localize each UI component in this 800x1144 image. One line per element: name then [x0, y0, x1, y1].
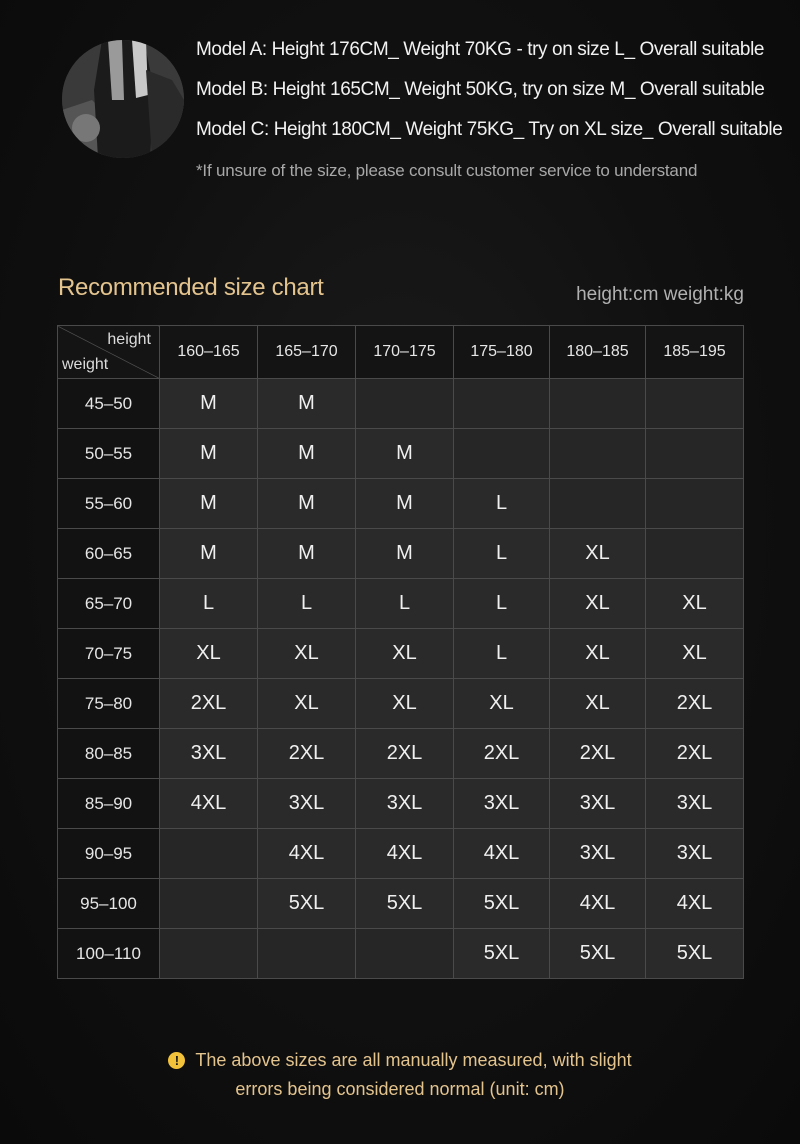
empty-size-cell — [160, 879, 258, 929]
size-cell: 3XL — [550, 779, 646, 829]
height-header: 170–175 — [356, 326, 454, 379]
height-header: 185–195 — [646, 326, 744, 379]
table-row — [58, 879, 744, 929]
size-cell: 2XL — [646, 679, 744, 729]
corner-header — [58, 326, 160, 379]
empty-size-cell — [356, 929, 454, 979]
table-row — [58, 779, 744, 829]
size-consult-note: *If unsure of the size, please consult customer service to understand — [196, 161, 698, 180]
table-row — [58, 479, 744, 529]
empty-size-cell — [160, 829, 258, 879]
table-row — [58, 929, 744, 979]
size-cell: 4XL — [550, 879, 646, 929]
weight-range-cell: 85–90 — [58, 779, 160, 829]
weight-range-cell: 75–80 — [58, 679, 160, 729]
model-photo — [62, 40, 184, 158]
weight-range-cell: 100–110 — [58, 929, 160, 979]
disclaimer-text-1: The above sizes are all manually measured, with slight — [195, 1050, 632, 1070]
empty-size-cell — [454, 429, 550, 479]
size-cell: 5XL — [454, 929, 550, 979]
size-cell: M — [258, 379, 356, 429]
size-cell: XL — [646, 629, 744, 679]
size-cell: XL — [550, 529, 646, 579]
size-cell: M — [258, 529, 356, 579]
size-cell: L — [356, 579, 454, 629]
empty-size-cell — [646, 429, 744, 479]
size-cell: M — [160, 379, 258, 429]
height-header: 180–185 — [550, 326, 646, 379]
empty-size-cell — [646, 529, 744, 579]
weight-range-cell: 65–70 — [58, 579, 160, 629]
model-a-line: Model A: Height 176CM_ Weight 70KG - try on size L_ Overall suitable — [196, 39, 765, 60]
table-row — [58, 579, 744, 629]
weight-range-cell: 60–65 — [58, 529, 160, 579]
size-cell: XL — [550, 679, 646, 729]
size-cell: M — [258, 479, 356, 529]
weight-range-cell: 95–100 — [58, 879, 160, 929]
weight-range-cell: 50–55 — [58, 429, 160, 479]
size-cell: L — [160, 579, 258, 629]
size-cell: XL — [550, 579, 646, 629]
size-cell: XL — [258, 629, 356, 679]
height-header: 165–170 — [258, 326, 356, 379]
size-cell: 2XL — [356, 729, 454, 779]
table-row — [58, 829, 744, 879]
size-cell: 3XL — [356, 779, 454, 829]
empty-size-cell — [550, 379, 646, 429]
size-chart-body — [58, 379, 744, 979]
size-cell: M — [160, 429, 258, 479]
size-cell: M — [160, 479, 258, 529]
model-fit-info — [196, 36, 796, 186]
size-cell: 2XL — [160, 679, 258, 729]
empty-size-cell — [454, 379, 550, 429]
size-cell: M — [356, 429, 454, 479]
size-cell: XL — [356, 679, 454, 729]
table-row — [58, 629, 744, 679]
model-photo-illustration — [62, 40, 184, 158]
size-cell: 3XL — [454, 779, 550, 829]
size-cell: M — [356, 529, 454, 579]
size-cell: 3XL — [258, 779, 356, 829]
table-row — [58, 379, 744, 429]
weight-range-cell: 80–85 — [58, 729, 160, 779]
empty-size-cell — [356, 379, 454, 429]
size-cell: L — [454, 579, 550, 629]
size-cell: 2XL — [258, 729, 356, 779]
corner-weight-label: weight — [62, 356, 109, 373]
size-cell: XL — [258, 679, 356, 729]
size-cell: 4XL — [356, 829, 454, 879]
empty-size-cell — [160, 929, 258, 979]
size-cell: L — [454, 479, 550, 529]
size-cell: 5XL — [258, 879, 356, 929]
size-cell: 5XL — [454, 879, 550, 929]
size-chart-title: Recommended size chart — [58, 274, 324, 301]
table-row — [58, 679, 744, 729]
weight-range-cell: 55–60 — [58, 479, 160, 529]
weight-range-cell: 70–75 — [58, 629, 160, 679]
size-cell: 3XL — [550, 829, 646, 879]
size-cell: 3XL — [160, 729, 258, 779]
empty-size-cell — [550, 429, 646, 479]
empty-size-cell — [550, 479, 646, 529]
table-row — [58, 529, 744, 579]
size-cell: 4XL — [454, 829, 550, 879]
size-cell: 2XL — [646, 729, 744, 779]
size-cell: M — [258, 429, 356, 479]
empty-size-cell — [646, 479, 744, 529]
model-c-line: Model C: Height 180CM_ Weight 75KG_ Try on XL size_ Overall suitable — [196, 119, 783, 140]
size-cell: 4XL — [646, 879, 744, 929]
size-cell: L — [454, 529, 550, 579]
empty-size-cell — [646, 379, 744, 429]
size-cell: XL — [160, 629, 258, 679]
size-cell: 2XL — [454, 729, 550, 779]
size-cell: 5XL — [356, 879, 454, 929]
size-cell: XL — [356, 629, 454, 679]
height-header: 175–180 — [454, 326, 550, 379]
size-cell: XL — [646, 579, 744, 629]
size-chart-units: height:cm weight:kg — [576, 284, 744, 305]
size-cell: 4XL — [160, 779, 258, 829]
warning-icon: ! — [168, 1052, 185, 1069]
table-row — [58, 429, 744, 479]
disclaimer-text-2: errors being considered normal (unit: cm) — [235, 1079, 565, 1099]
size-cell: M — [356, 479, 454, 529]
size-cell: XL — [550, 629, 646, 679]
disclaimer-line-1 — [0, 1046, 800, 1075]
size-cell: 5XL — [646, 929, 744, 979]
height-header: 160–165 — [160, 326, 258, 379]
size-cell: XL — [454, 679, 550, 729]
corner-height-label: height — [107, 331, 151, 348]
table-row — [58, 729, 744, 779]
weight-range-cell: 90–95 — [58, 829, 160, 879]
size-cell: L — [258, 579, 356, 629]
weight-range-cell: 45–50 — [58, 379, 160, 429]
measurement-disclaimer — [0, 1046, 800, 1104]
empty-size-cell — [258, 929, 356, 979]
size-cell: 3XL — [646, 779, 744, 829]
size-chart-table — [57, 325, 744, 979]
size-cell: M — [160, 529, 258, 579]
size-chart-header-row — [58, 326, 744, 379]
size-cell: L — [454, 629, 550, 679]
size-cell: 3XL — [646, 829, 744, 879]
size-cell: 4XL — [258, 829, 356, 879]
size-cell: 5XL — [550, 929, 646, 979]
model-b-line: Model B: Height 165CM_ Weight 50KG, try on size M_ Overall suitable — [196, 79, 765, 100]
size-cell: 2XL — [550, 729, 646, 779]
